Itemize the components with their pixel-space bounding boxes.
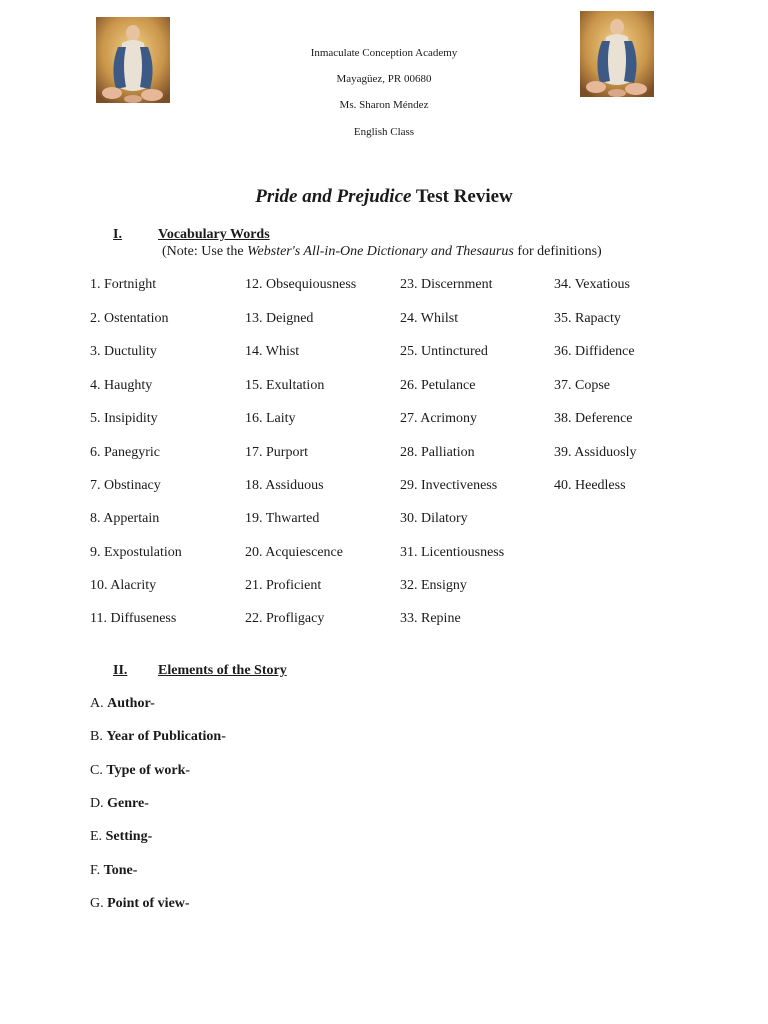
- vocab-word: 39. Assiduosly: [554, 445, 637, 460]
- section2-heading: Elements of the Story: [158, 663, 287, 678]
- element-label: Setting-: [105, 829, 153, 844]
- vocab-word: 21. Proficient: [245, 578, 322, 593]
- note-dictionary: Webster's All-in-One Dictionary and Thesaurus: [247, 244, 514, 259]
- vocab-word: 10. Alacrity: [90, 578, 157, 593]
- vocab-word: 37. Copse: [554, 378, 610, 393]
- element-letter: D.: [90, 796, 108, 811]
- element-letter: G.: [90, 896, 108, 911]
- vocab-word: 3. Ductulity: [90, 344, 157, 359]
- vocab-word: 4. Haughty: [90, 378, 153, 393]
- element-genre: [90, 796, 149, 812]
- vocab-word: 6. Panegyric: [90, 445, 160, 460]
- vocab-word: 23. Discernment: [400, 277, 493, 292]
- element-type: [90, 763, 190, 779]
- vocab-word: 9. Expostulation: [90, 545, 182, 560]
- element-label: Type of work-: [106, 763, 191, 778]
- vocab-word: 33. Repine: [400, 611, 461, 626]
- vocab-word: 35. Rapacty: [554, 311, 621, 326]
- vocab-word: 29. Invectiveness: [400, 478, 498, 493]
- element-point-of-view: [90, 896, 190, 912]
- title-rest: Test Review: [411, 186, 513, 207]
- element-setting: [90, 829, 152, 845]
- title-book: Pride and Prejudice: [255, 186, 412, 207]
- vocab-word: 8. Appertain: [90, 511, 160, 526]
- element-letter: E.: [90, 829, 106, 844]
- element-label: Genre-: [107, 796, 149, 811]
- vocab-word: 15. Exultation: [245, 378, 325, 393]
- element-label: Year of Publication-: [106, 729, 226, 744]
- header-image-left: [96, 17, 170, 103]
- section1-note: [162, 244, 602, 260]
- vocab-word: 17. Purport: [245, 445, 308, 460]
- vocab-word: 7. Obstinacy: [90, 478, 161, 493]
- vocab-word: 30. Dilatory: [400, 511, 468, 526]
- vocab-word: 27. Acrimony: [400, 411, 477, 426]
- vocab-word: 25. Untinctured: [400, 344, 488, 359]
- element-letter: B.: [90, 729, 107, 744]
- note-prefix: (Note: Use the: [162, 244, 248, 259]
- vocab-word: 28. Palliation: [400, 445, 475, 460]
- element-tone: [90, 863, 137, 879]
- vocab-word: 22. Profligacy: [245, 611, 325, 626]
- element-label: Tone-: [103, 863, 138, 878]
- section1-heading: Vocabulary Words: [158, 227, 270, 242]
- vocab-word: 26. Petulance: [400, 378, 476, 393]
- vocab-word: 18. Assiduous: [245, 478, 324, 493]
- vocab-word: 20. Acquiescence: [245, 545, 343, 560]
- teacher-name: Ms. Sharon Méndez: [339, 99, 429, 111]
- vocab-word: 5. Insipidity: [90, 411, 158, 426]
- vocab-word: 36. Diffidence: [554, 344, 635, 359]
- element-author: [90, 696, 155, 712]
- section2-number: II.: [113, 663, 128, 678]
- vocab-word: 19. Thwarted: [245, 511, 320, 526]
- element-year: [90, 729, 226, 745]
- school-name: Inmaculate Conception Academy: [310, 47, 458, 59]
- vocab-word: 31. Licentiousness: [400, 545, 505, 560]
- element-label: Author-: [107, 696, 155, 711]
- vocab-word: 11. Diffuseness: [90, 611, 177, 626]
- element-letter: F.: [90, 863, 104, 878]
- vocab-word: 13. Deigned: [245, 311, 314, 326]
- class-name: English Class: [353, 126, 415, 138]
- vocab-word: 24. Whilst: [400, 311, 459, 326]
- vocab-word: 32. Ensigny: [400, 578, 467, 593]
- section1-number: I.: [113, 227, 122, 242]
- vocab-word: 40. Heedless: [554, 478, 626, 493]
- page-title: [0, 186, 768, 208]
- vocab-word: 14. Whist: [245, 344, 300, 359]
- vocab-word: 2. Ostentation: [90, 311, 169, 326]
- vocab-word: 38. Deference: [554, 411, 633, 426]
- vocab-word: 12. Obsequiousness: [245, 277, 357, 292]
- vocab-word: 34. Vexatious: [554, 277, 630, 292]
- vocab-word: 16. Laity: [245, 411, 296, 426]
- element-label: Point of view-: [107, 896, 190, 911]
- element-letter: C.: [90, 763, 107, 778]
- element-letter: A.: [90, 696, 108, 711]
- vocab-word: 1. Fortnight: [90, 277, 157, 292]
- note-suffix: for definitions): [513, 244, 602, 259]
- school-address: Mayagüez, PR 00680: [336, 73, 432, 85]
